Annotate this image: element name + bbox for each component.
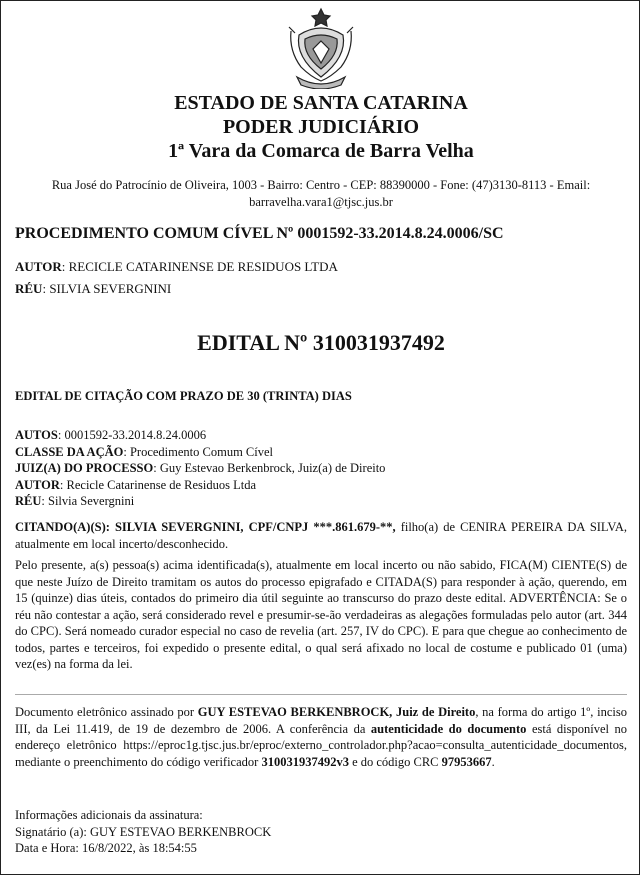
- address-line: Rua José do Patrocínio de Oliveira, 1003 - Bairro: Centro - CEP: 88390000 - Fone: (47)3130-8113 - Email:: [51, 178, 591, 192]
- sig-text: Documento eletrônico assinado por: [15, 705, 198, 719]
- party-reu: [15, 281, 171, 297]
- party-label: AUTOR: [15, 259, 62, 274]
- meta-row: [15, 477, 385, 494]
- meta-row: [15, 444, 385, 461]
- meta-value: : 0001592-33.2014.8.24.0006: [57, 428, 207, 442]
- signer-name: GUY ESTEVAO BERKENBROCK, Juiz de Direito: [197, 705, 476, 719]
- party-label: RÉU: [15, 281, 43, 296]
- divider: [15, 694, 627, 695]
- coat-of-arms-icon: [285, 5, 357, 89]
- edital-body: Pelo presente, a(s) pessoa(s) acima identificada(s), atualmente em local incerto ou não sabido, FICA(M) CIENTE(S) de que neste Juízo de Direito tramitam os autos do processo epigrafado e CITADA(S) para responder à ação, querendo, em 15 (quinze) dias úteis, contados do primeiro dia útil seguinte ao transcurso do prazo deste edital. ADVERTÊNCIA: Se o réu não contestar a ação, será considerado revel e presumir-se-ão verdadeiras as alegações formuladas pelo autor (art. 344 do CPC). Será nomeado curador especial no caso de revelia (art. 257, IV do CPC). E para que chegue ao conhecimento de todos, partes e terceiros, foi expedido o presente edital, o qual será afixado no local de costume e publicado 01 (uma) vez(es) na forma da lei.: [15, 558, 627, 671]
- signature-paragraph: [15, 704, 627, 770]
- citando-name: : SILVIA SEVERGNINI, CPF/CNPJ ***.861.679-**,: [105, 520, 396, 534]
- citando-rest: filho(a) de CENIRA PEREIRA DA SILVA, atualmente em local incerto/desconhecido.: [15, 520, 627, 551]
- party-autor: [15, 259, 338, 275]
- crc-code: 97953667: [441, 754, 492, 769]
- edital-title: EDITAL Nº 310031937492: [197, 330, 445, 355]
- verification-code: 310031937492v3: [261, 754, 349, 769]
- citando-label: CITANDO(A)(S): [15, 520, 106, 534]
- party-value: : RECICLE CATARINENSE DE RESIDUOS LTDA: [61, 259, 338, 274]
- meta-value: : Silvia Severgnini: [41, 494, 135, 508]
- party-value: : SILVIA SEVERGNINI: [42, 281, 172, 296]
- header-branch: PODER JUDICIÁRIO: [222, 116, 420, 138]
- meta-row: [15, 427, 385, 444]
- citando-paragraph: [15, 519, 627, 552]
- header-court: 1ª Vara da Comarca de Barra Velha: [168, 140, 474, 162]
- meta-label: RÉU: [15, 494, 42, 508]
- sig-text: .: [491, 754, 495, 769]
- meta-value: : Guy Estevao Berkenbrock, Juiz(a) de Direito: [153, 461, 386, 475]
- meta-row: [15, 460, 385, 477]
- meta-label: AUTOS: [15, 428, 58, 442]
- meta-label: AUTOR: [15, 477, 60, 492]
- procedure-number: PROCEDIMENTO COMUM CÍVEL Nº 0001592-33.2014.8.24.0006/SC: [15, 225, 504, 242]
- signature-info-title: Informações adicionais da assinatura:: [15, 808, 203, 822]
- meta-row: [15, 493, 385, 510]
- signatory: Signatário (a): GUY ESTEVAO BERKENBROCK: [15, 824, 272, 839]
- sig-text: e do código CRC: [348, 754, 442, 769]
- meta-value: : Procedimento Comum Cível: [123, 444, 274, 459]
- meta-value: : Recicle Catarinense de Residuos Ltda: [59, 477, 257, 492]
- signature-datetime: Data e Hora: 16/8/2022, às 18:54:55: [15, 841, 197, 855]
- court-address: [15, 177, 627, 211]
- authenticity-label: autenticidade do documento: [370, 721, 527, 736]
- address-email: barravelha.vara1@tjsc.jus.br: [249, 195, 393, 209]
- meta-label: CLASSE DA AÇÃO: [15, 444, 124, 459]
- header-state: ESTADO DE SANTA CATARINA: [174, 92, 468, 114]
- case-metadata: [15, 427, 385, 510]
- meta-label: JUIZ(A) DO PROCESSO: [15, 461, 154, 475]
- sig-text: , na forma do artigo 1º, inciso III, da Lei 11.419, de 19 de dezembro de 2006. A conferência da: [15, 705, 627, 736]
- sig-text: está disponível no endereço eletrônico https://eproc1g.tjsc.jus.br/eproc/externo_controlador.php?acao=consulta_autenticidade_documentos, mediante o preenchimento do código verificador: [15, 721, 628, 769]
- signature-info: [15, 807, 271, 857]
- edital-subtitle: EDITAL DE CITAÇÃO COM PRAZO DE 30 (TRINTA) DIAS: [15, 389, 352, 403]
